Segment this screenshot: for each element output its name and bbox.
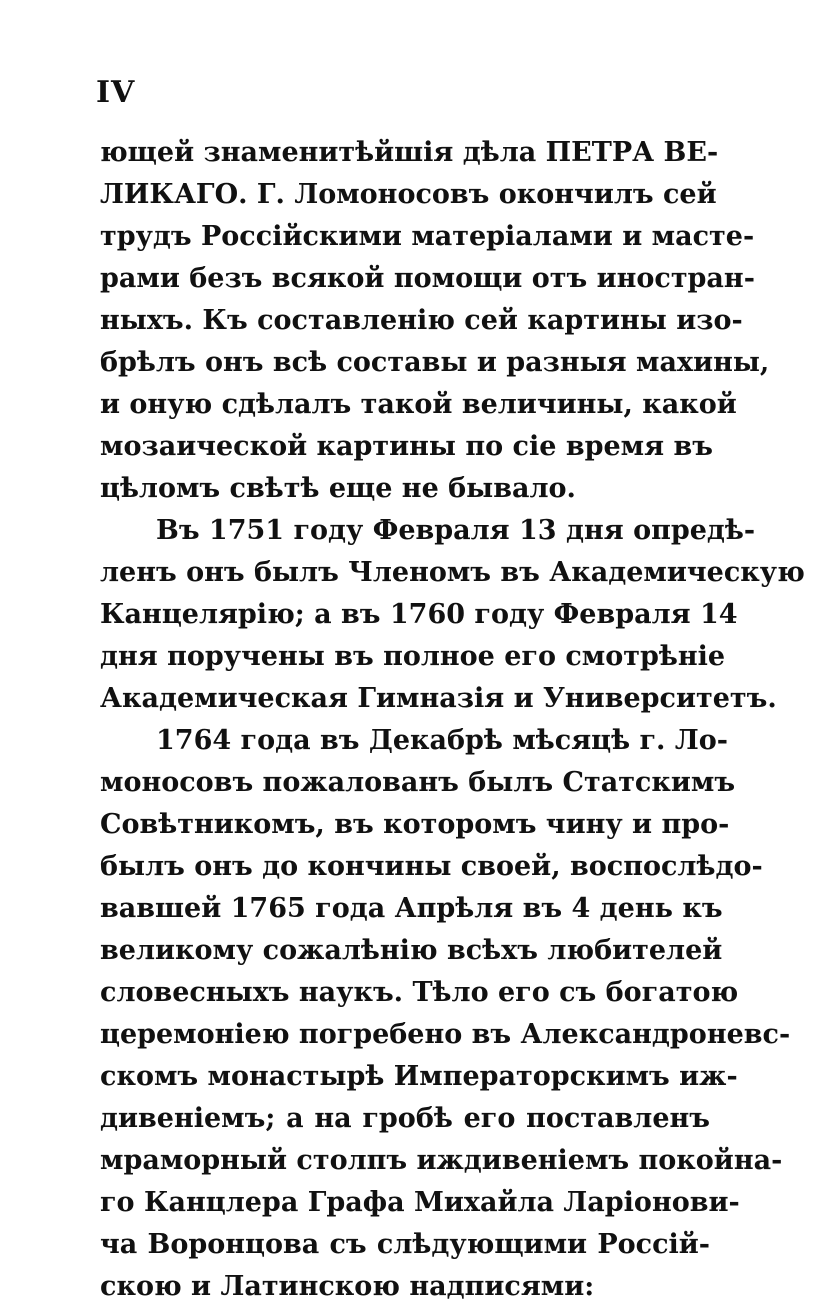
- text-line: дивеніемъ; а на гробѣ его поставленъ: [100, 1103, 710, 1134]
- text-line: ЛИКАГО. Г. Ломоносовъ окончилъ сей: [100, 179, 717, 210]
- text-line: моносовъ пожалованъ былъ Статскимъ: [100, 767, 736, 798]
- paragraph-1: [100, 132, 770, 510]
- paragraph-2: [100, 510, 805, 720]
- text-line: рами безъ всякой помощи отъ иностран-: [100, 263, 755, 294]
- text-line: церемоніею погребено въ Александроневс-: [100, 1019, 791, 1050]
- text-line: словесныхъ наукъ. Тѣло его съ богатою: [100, 977, 739, 1008]
- text-line: былъ онъ до кончины своей, воспослѣдо-: [100, 851, 763, 882]
- text-line: ча Воронцова съ слѣдующими Россій-: [100, 1229, 710, 1260]
- text-line: ленъ онъ былъ Членомъ въ Академическую: [100, 557, 805, 588]
- text-line: великому сожалѣнію всѣхъ любителей: [100, 935, 723, 966]
- text-line: скомъ монастырѣ Императорскимъ иж-: [100, 1061, 738, 1092]
- text-line: цѣломъ свѣтѣ еще не бывало.: [100, 473, 576, 504]
- text-line: вавшей 1765 года Апрѣля въ 4 день къ: [100, 893, 723, 924]
- paragraph-3: [100, 720, 791, 1308]
- page-text: [100, 132, 805, 1308]
- text-line: го Канцлера Графа Михайла Ларіонови-: [100, 1187, 740, 1218]
- text-line: мозаической картины по сіе время въ: [100, 431, 713, 462]
- text-line: Академическая Гимназія и Университетъ.: [100, 683, 777, 714]
- page-number: IV: [96, 75, 136, 110]
- text-line: Канцелярію; а въ 1760 году Февраля 14: [100, 599, 738, 630]
- text-line: ющей знаменитѣйшія дѣла ПЕТРА ВЕ-: [100, 137, 719, 168]
- text-line: скою и Латинскою надписями:: [100, 1271, 595, 1302]
- text-line: Совѣтникомъ, въ которомъ чину и про-: [100, 809, 730, 840]
- text-line: трудъ Россійскими матеріалами и масте-: [100, 221, 755, 252]
- text-line: 1764 года въ Декабрѣ мѣсяцѣ г. Ло-: [156, 725, 728, 756]
- text-line: дня поручены въ полное его смотрѣніе: [100, 641, 726, 672]
- text-line: ныхъ. Къ составленію сей картины изо-: [100, 305, 743, 336]
- text-line: Въ 1751 году Февраля 13 дня опредѣ-: [156, 515, 756, 546]
- text-line: мраморный столпъ иждивеніемъ покойна-: [100, 1145, 783, 1176]
- text-line: брѣлъ онъ всѣ составы и разныя махины,: [100, 347, 770, 378]
- text-line: и оную сдѣлалъ такой величины, какой: [100, 389, 737, 420]
